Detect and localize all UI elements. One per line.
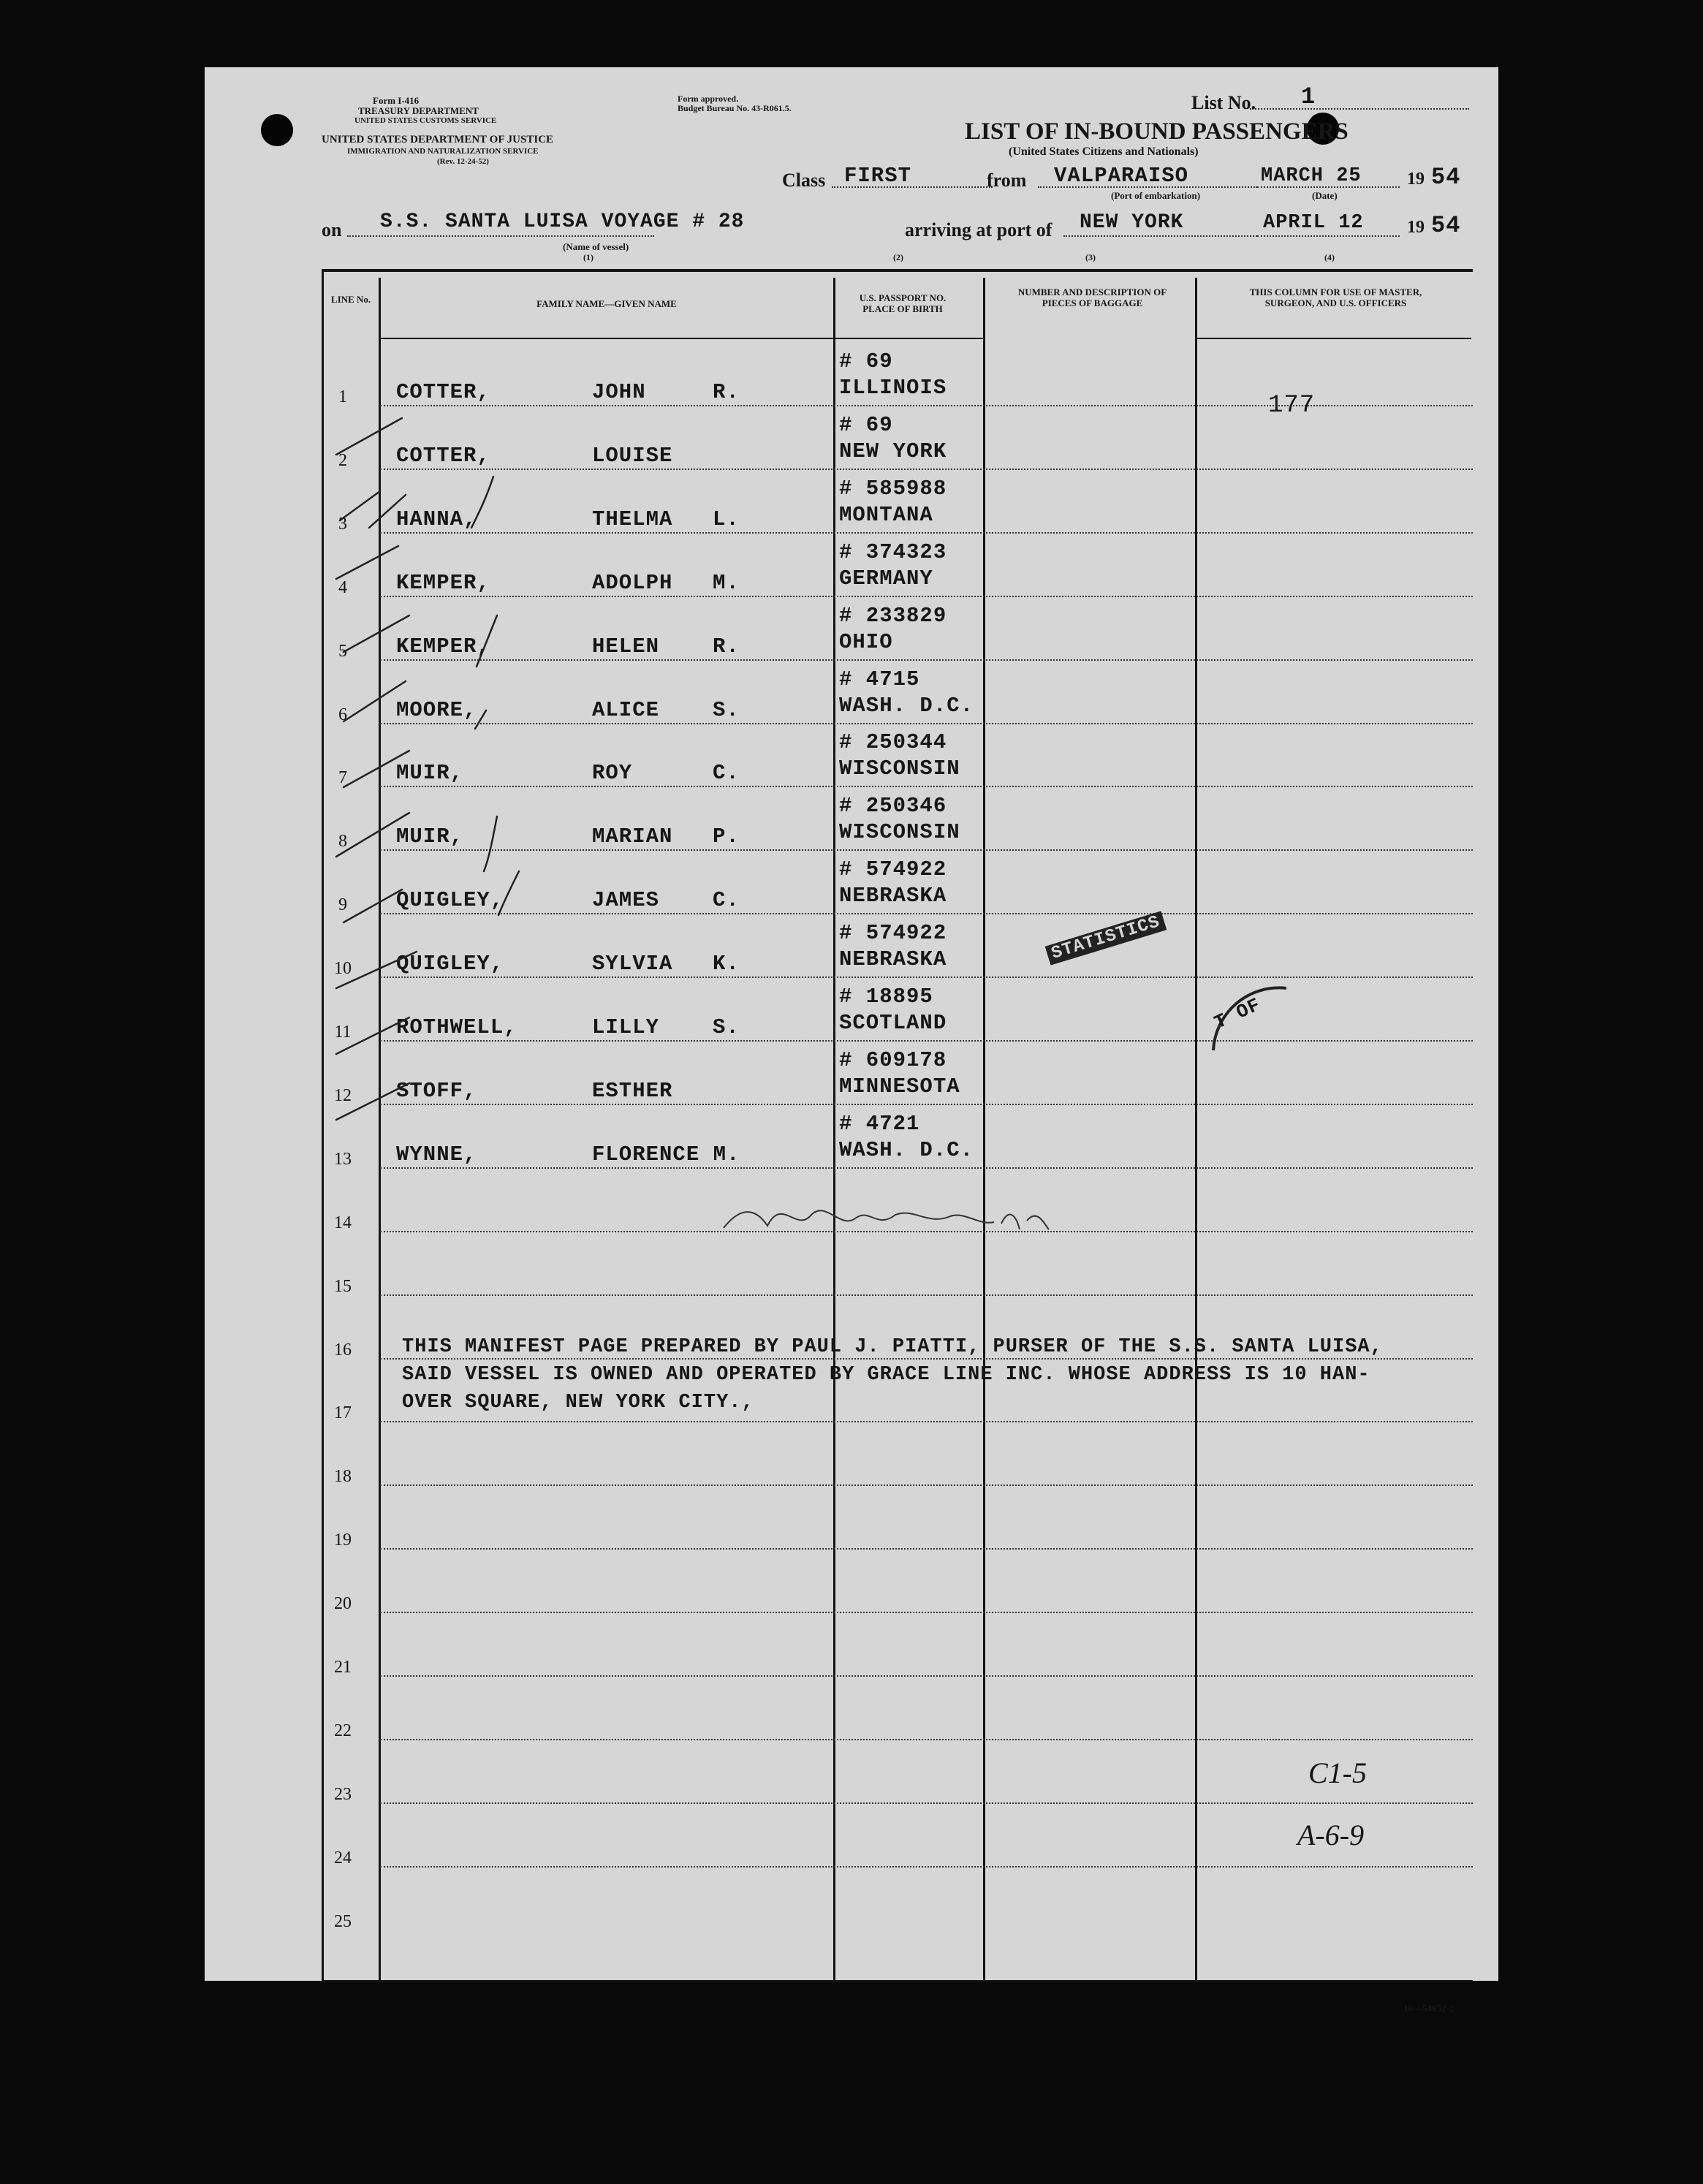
passport-number: # 18895 xyxy=(839,985,933,1009)
line-number: 24 xyxy=(334,1848,352,1868)
line-number: 15 xyxy=(334,1276,352,1296)
line-number: 3 xyxy=(338,514,347,534)
arrival-port: NEW YORK xyxy=(1080,211,1184,234)
given-name: LOUISE xyxy=(592,443,673,468)
row-rule xyxy=(380,1866,1473,1868)
middle-initial: R. xyxy=(713,634,740,659)
line-number: 25 xyxy=(334,1911,352,1931)
class-value: FIRST xyxy=(844,164,912,188)
statistics-stamp: STATISTICS xyxy=(1045,911,1167,965)
round-stamp-text: T OF xyxy=(1210,993,1264,1034)
place-of-birth: MONTANA xyxy=(839,502,933,527)
family-name: MOORE, xyxy=(396,697,477,722)
given-name: THELMA xyxy=(592,507,673,531)
passport-number: # 4721 xyxy=(839,1111,920,1136)
middle-initial: R. xyxy=(713,380,740,404)
passport-number: # 233829 xyxy=(839,603,947,628)
col-line-no: LINE No. xyxy=(330,294,371,305)
row-rule xyxy=(380,1421,1473,1422)
family-name: QUIGLEY, xyxy=(396,888,504,913)
middle-initial: C. xyxy=(713,888,740,913)
place-of-birth: GERMANY xyxy=(839,566,933,591)
footer-code: 16—54652-2 xyxy=(1403,2003,1454,2014)
given-name: SYLVIA xyxy=(592,952,673,977)
line-number: 2 xyxy=(338,450,347,470)
passport-number: # 4715 xyxy=(839,667,920,691)
row-rule xyxy=(380,1294,1473,1296)
port-caption: (Port of embarkation) xyxy=(1111,190,1201,201)
middle-initial: P. xyxy=(713,824,740,849)
given-name: ALICE xyxy=(592,697,660,722)
family-name: WYNNE, xyxy=(396,1142,477,1167)
given-name: ROY xyxy=(592,761,633,786)
given-name: ADOLPH xyxy=(592,570,673,595)
place-of-birth: WASH. D.C. xyxy=(839,1137,974,1162)
place-of-birth: NEBRASKA xyxy=(839,947,947,972)
middle-initial: C. xyxy=(713,761,740,786)
on-label: on xyxy=(322,219,342,240)
passport-number: # 69 xyxy=(839,349,893,374)
place-of-birth: SCOTLAND xyxy=(839,1011,947,1035)
row-rule xyxy=(380,1612,1473,1613)
passport-number: # 574922 xyxy=(839,921,947,946)
treasury-department: TREASURY DEPARTMENT xyxy=(358,105,479,116)
arriving-label: arriving at port of xyxy=(905,219,1052,240)
table-top-rule xyxy=(322,269,1473,272)
arrival-year: 54 xyxy=(1431,212,1461,239)
line-number: 7 xyxy=(338,768,347,788)
line-number: 11 xyxy=(334,1023,352,1042)
caption-2: (2) xyxy=(893,252,903,262)
embarkation-year: 54 xyxy=(1431,164,1461,191)
family-name: ROTHWELL, xyxy=(396,1015,517,1039)
given-name: JAMES xyxy=(592,888,660,913)
line-number: 18 xyxy=(334,1467,352,1487)
family-name: KEMPER, xyxy=(396,570,490,595)
family-name: COTTER, xyxy=(396,443,490,468)
year-prefix: 19 xyxy=(1407,218,1425,237)
line-number: 20 xyxy=(334,1594,352,1614)
family-name: KEMPER, xyxy=(396,634,490,659)
officer-mark: 177 xyxy=(1268,392,1316,420)
vessel-caption: (Name of vessel) xyxy=(563,241,629,252)
place-of-birth: ILLINOIS xyxy=(839,376,947,400)
vessel-name: S.S. SANTA LUISA VOYAGE # 28 xyxy=(380,211,745,233)
department-of-justice: UNITED STATES DEPARTMENT OF JUSTICE xyxy=(322,134,554,145)
line-number: 5 xyxy=(338,641,347,661)
embarkation-date: MARCH 25 xyxy=(1261,165,1362,187)
caption-1: (1) xyxy=(583,252,593,262)
family-name: MUIR, xyxy=(396,824,464,849)
passport-number: # 374323 xyxy=(839,539,947,564)
middle-initial: M. xyxy=(713,570,740,595)
line-number: 4 xyxy=(338,577,347,597)
col-passport: U.S. PASSPORT NO. PLACE OF BIRTH xyxy=(859,292,947,314)
document-title: LIST OF IN-BOUND PASSENGERS xyxy=(965,118,1349,145)
passport-number: # 585988 xyxy=(839,476,947,501)
header-underline xyxy=(380,338,833,339)
family-name: COTTER, xyxy=(396,380,490,404)
line-number: 10 xyxy=(334,959,352,979)
year-prefix: 19 xyxy=(1407,170,1425,189)
middle-initial: S. xyxy=(713,1015,740,1039)
port-of-embarkation: VALPARAISO xyxy=(1054,164,1189,188)
given-name: HELEN xyxy=(592,634,660,659)
passport-number: # 69 xyxy=(839,412,893,437)
middle-initial: L. xyxy=(713,507,740,531)
date-caption: (Date) xyxy=(1312,190,1338,201)
place-of-birth: MINNESOTA xyxy=(839,1074,960,1099)
line-number: 9 xyxy=(338,895,347,915)
row-rule xyxy=(380,1802,1473,1804)
row-rule xyxy=(380,1485,1473,1486)
check-marks xyxy=(314,345,621,1251)
from-label: from xyxy=(987,170,1027,191)
line-number: 8 xyxy=(338,832,347,852)
list-number: 1 xyxy=(1301,83,1316,110)
given-name: ESTHER xyxy=(592,1078,673,1103)
document-subtitle: (United States Citizens and Nationals) xyxy=(1009,145,1199,158)
row-rule xyxy=(380,1675,1473,1677)
family-name: MUIR, xyxy=(396,761,464,786)
passport-number: # 574922 xyxy=(839,857,947,882)
row-rule xyxy=(380,1739,1473,1740)
passport-number: # 250346 xyxy=(839,794,947,819)
middle-initial: S. xyxy=(713,697,740,722)
line-number: 21 xyxy=(334,1658,352,1677)
caption-4: (4) xyxy=(1324,252,1335,262)
revision-date: (Rev. 12-24-52) xyxy=(437,157,489,166)
list-number-label: List No. xyxy=(1191,92,1256,113)
place-of-birth: WISCONSIN xyxy=(839,757,960,781)
family-name: HANNA, xyxy=(396,507,477,531)
class-label: Class xyxy=(782,170,826,191)
manifest-page xyxy=(205,67,1498,2014)
place-of-birth: NEW YORK xyxy=(839,439,947,463)
given-name: JOHN xyxy=(592,380,646,404)
table-bottom-rule xyxy=(322,1980,1473,1982)
caption-3: (3) xyxy=(1085,252,1096,262)
col-officers: THIS COLUMN FOR USE OF MASTER, SURGEON, AND U.S. OFFICERS xyxy=(1249,287,1422,308)
form-approved: Form approved. xyxy=(678,94,739,104)
given-name: LILLY xyxy=(592,1015,660,1039)
inspector-signature xyxy=(716,1186,1052,1244)
line-number: 13 xyxy=(334,1149,352,1169)
line-number: 23 xyxy=(334,1784,352,1804)
form-number: Form I-416 xyxy=(373,95,420,106)
given-name: MARIAN xyxy=(592,824,673,849)
given-name: FLORENCE M. xyxy=(592,1142,740,1167)
handwritten-code-2: A-6-9 xyxy=(1297,1819,1365,1851)
naturalization-service: IMMIGRATION AND NATURALIZATION SERVICE xyxy=(347,147,539,156)
line-number: 17 xyxy=(334,1403,352,1423)
middle-initial: K. xyxy=(713,952,740,977)
manifest-note-line-1: THIS MANIFEST PAGE PREPARED BY PAUL J. PIATTI, PURSER OF THE S.S. SANTA LUISA, xyxy=(402,1336,1383,1358)
header-underline xyxy=(832,338,985,339)
line-number: 16 xyxy=(334,1340,352,1360)
place-of-birth: WISCONSIN xyxy=(839,820,960,845)
line-number: 12 xyxy=(334,1085,352,1105)
line-number: 1 xyxy=(338,387,347,406)
family-name: QUIGLEY, xyxy=(396,952,504,977)
passport-number: # 609178 xyxy=(839,1047,947,1072)
family-name: STOFF, xyxy=(396,1078,477,1103)
customs-service: UNITED STATES CUSTOMS SERVICE xyxy=(354,116,497,125)
header-underline xyxy=(1197,338,1471,339)
place-of-birth: WASH. D.C. xyxy=(839,693,974,718)
line-number: 19 xyxy=(334,1531,352,1550)
line-number: 22 xyxy=(334,1721,352,1740)
arrival-date: APRIL 12 xyxy=(1263,212,1364,234)
col-baggage: NUMBER AND DESCRIPTION OF PIECES OF BAGGAGE xyxy=(1017,287,1167,308)
budget-bureau: Budget Bureau No. 43-R061.5. xyxy=(678,103,792,113)
row-rule xyxy=(380,1548,1473,1550)
line-number: 14 xyxy=(334,1213,352,1232)
handwritten-code-1: C1-5 xyxy=(1308,1756,1367,1789)
punch-hole xyxy=(261,114,293,146)
manifest-note-line-2: SAID VESSEL IS OWNED AND OPERATED BY GRACE LINE INC. WHOSE ADDRESS IS 10 HAN- xyxy=(402,1364,1370,1386)
col-name: FAMILY NAME—GIVEN NAME xyxy=(536,298,677,309)
place-of-birth: OHIO xyxy=(839,629,893,654)
place-of-birth: NEBRASKA xyxy=(839,884,947,909)
manifest-note-line-3: OVER SQUARE, NEW YORK CITY., xyxy=(402,1392,754,1414)
passport-number: # 250344 xyxy=(839,730,947,755)
line-number: 6 xyxy=(338,705,347,724)
